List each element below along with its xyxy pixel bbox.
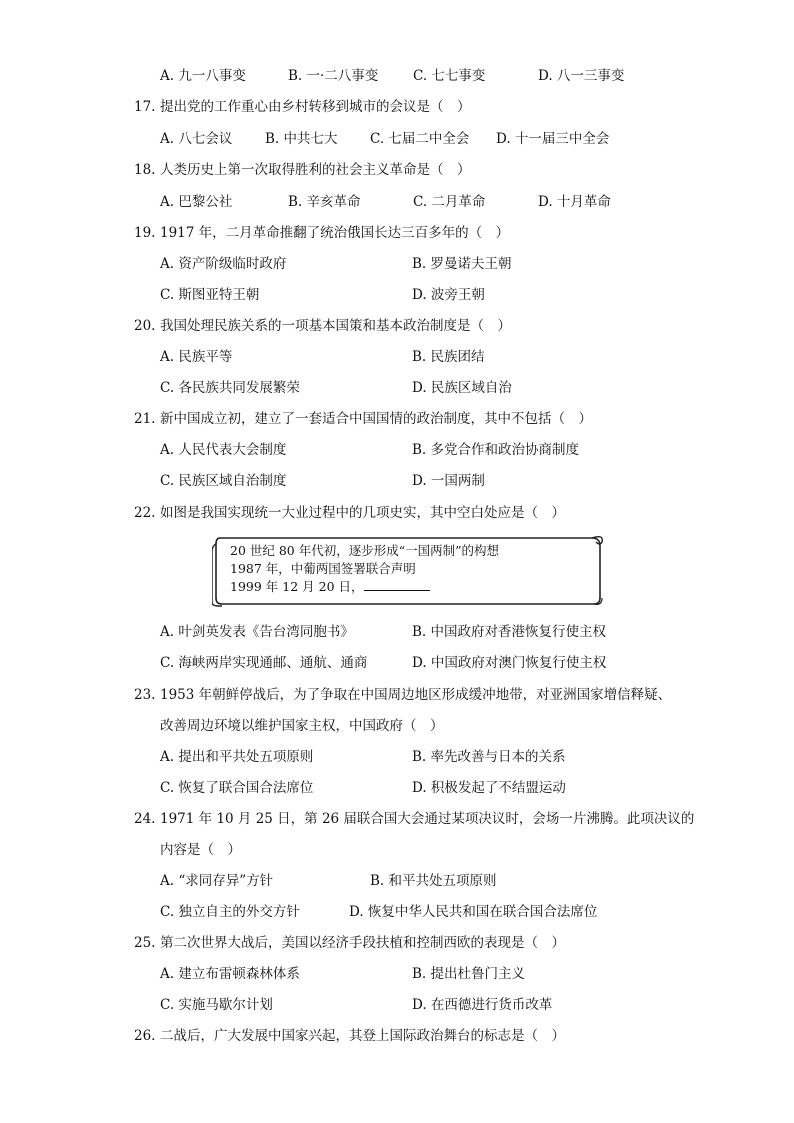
- option-d: D. 恢复中华人民共和国在联合国合法席位: [349, 904, 598, 920]
- option-a: A. 提出和平共处五项原则: [160, 749, 314, 765]
- answer-blank: [364, 578, 430, 591]
- option-a: A. “求同存异”方针: [160, 873, 274, 889]
- question-stem: 人类历史上第一次取得胜利的社会主义革命是（ ）: [160, 162, 471, 178]
- option-a: A. 八七会议: [160, 131, 233, 147]
- question-number: 22.: [134, 505, 156, 521]
- option-a: A. 巴黎公社: [160, 194, 233, 210]
- question-number: 17.: [134, 99, 156, 115]
- option-b: B. 提出杜鲁门主义: [412, 966, 526, 982]
- question-stem-line-2: 内容是（ ）: [160, 842, 241, 858]
- question-stem: 1917 年，二月革命推翻了统治俄国长达三百多年的（ ）: [160, 225, 510, 241]
- option-b: B. 中共七大: [265, 131, 338, 147]
- option-a: A. 民族平等: [160, 349, 233, 365]
- option-a: A. 叶剑英发表《告台湾同胞书》: [160, 624, 354, 640]
- question-stem-line-2: 改善周边环境以维护国家主权，中国政府（ ）: [160, 718, 444, 734]
- question-stem: 我国处理民族关系的一项基本国策和基本政治制度是（ ）: [160, 318, 511, 334]
- option-c: C. 民族区域自治制度: [160, 473, 287, 489]
- question-number: 21.: [134, 411, 156, 427]
- option-c: C. 实施马歇尔计划: [160, 997, 273, 1013]
- option-d: D. 中国政府对澳门恢复行使主权: [412, 655, 607, 671]
- option-c: C. 各民族共同发展繁荣: [160, 380, 300, 396]
- question-number: 20.: [134, 318, 156, 334]
- option-b: B. 率先改善与日本的关系: [412, 749, 566, 765]
- option-d: D. 八一三事变: [538, 68, 625, 84]
- option-d: D. 十一届三中全会: [496, 131, 610, 147]
- option-a: A. 资产阶级临时政府: [160, 256, 287, 272]
- scroll-line-1: 20 世纪 80 年代初，逐步形成“一国两制”的构想: [230, 543, 500, 558]
- option-d: D. 波旁王朝: [412, 287, 485, 303]
- option-b: B. 民族团结: [412, 349, 485, 365]
- option-c: C. 二月革命: [413, 194, 486, 210]
- option-a: A. 人民代表大会制度: [160, 442, 287, 458]
- option-d: D. 在西德进行货币改革: [412, 997, 553, 1013]
- option-a: A. 九一八事变: [160, 68, 246, 84]
- option-d: D. 民族区域自治: [412, 380, 512, 396]
- question-stem-line-1: 1953 年朝鲜停战后，为了争取在中国周边地区形成缓冲地带，对亚洲国家增信释疑、: [160, 687, 672, 703]
- option-b: B. 和平共处五项原则: [370, 873, 497, 889]
- question-number: 23.: [134, 687, 156, 703]
- option-c: C. 七七事变: [413, 68, 486, 84]
- scroll-line-3: [230, 578, 430, 595]
- question-stem: 如图是我国实现统一大业过程中的几项史实，其中空白处应是（ ）: [160, 505, 565, 521]
- option-b: B. 辛亥革命: [288, 194, 361, 210]
- question-stem: 第二次世界大战后，美国以经济手段扶植和控制西欧的表现是（ ）: [160, 935, 565, 951]
- question-stem: 新中国成立初，建立了一套适合中国国情的政治制度，其中不包括（ ）: [160, 411, 592, 427]
- question-number: 25.: [134, 935, 156, 951]
- option-b: B. 多党合作和政治协商制度: [412, 442, 580, 458]
- scroll-line-2: 1987 年，中葡两国签署联合声明: [230, 561, 416, 576]
- option-d: D. 积极发起了不结盟运动: [412, 780, 566, 796]
- option-c: C. 斯图亚特王朝: [160, 287, 260, 303]
- option-b: B. 罗曼诺夫王朝: [412, 256, 512, 272]
- option-c: C. 海峡两岸实现通邮、通航、通商: [160, 655, 368, 671]
- question-stem-line-1: 1971 年 10 月 25 日，第 26 届联合国大会通过某项决议时，会场一片沸腾。此项决议的: [160, 811, 695, 827]
- option-b: B. 一·二八事变: [288, 68, 379, 84]
- option-c: C. 恢复了联合国合法席位: [160, 780, 314, 796]
- scroll-line-3-text: 1999 年 12 月 20 日，: [230, 579, 364, 594]
- question-number: 18.: [134, 162, 156, 178]
- option-c: C. 独立自主的外交方针: [160, 904, 300, 920]
- question-number: 19.: [134, 225, 156, 241]
- option-c: C. 七届二中全会: [370, 131, 470, 147]
- scroll-figure: [212, 532, 604, 608]
- question-stem: 二战后，广大发展中国家兴起，其登上国际政治舞台的标志是（ ）: [160, 1028, 565, 1044]
- option-d: D. 一国两制: [412, 473, 485, 489]
- question-number: 24.: [134, 811, 156, 827]
- question-number: 26.: [134, 1028, 156, 1044]
- question-stem: 提出党的工作重心由乡村转移到城市的会议是（ ）: [160, 99, 471, 115]
- option-b: B. 中国政府对香港恢复行使主权: [412, 624, 607, 640]
- option-a: A. 建立布雷顿森林体系: [160, 966, 300, 982]
- option-d: D. 十月革命: [538, 194, 611, 210]
